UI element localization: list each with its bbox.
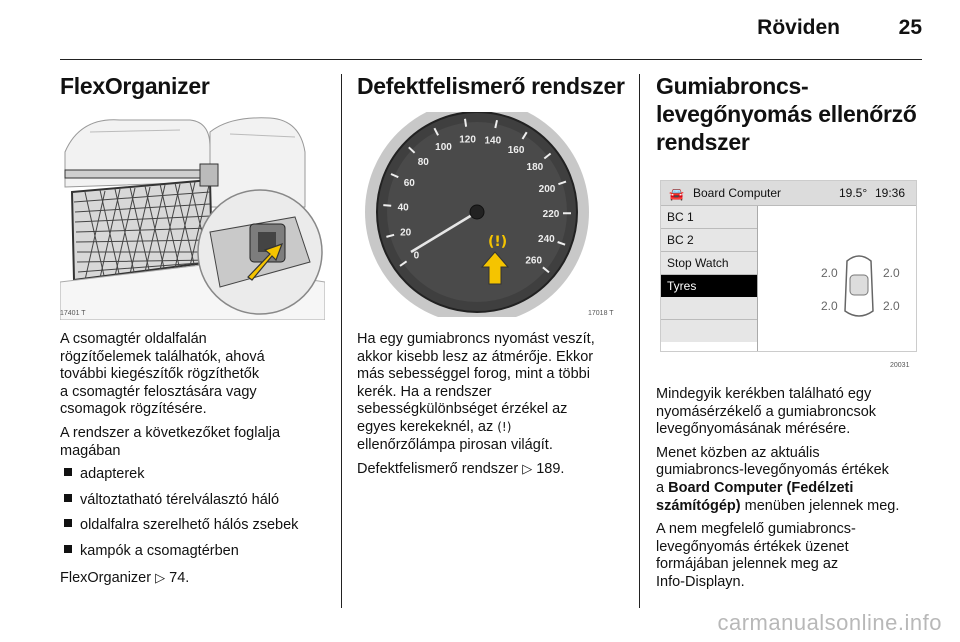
column-defect-detection [357, 72, 625, 100]
pressure-front-left: 2.0 [821, 266, 838, 280]
speedometer-tick-label: 0 [413, 250, 420, 262]
header-rule [60, 59, 922, 60]
speedometer-tick-label: 240 [538, 233, 555, 245]
defect-description: Ha egy gumiabroncs nyomást veszít, akkor kisebb lesz az átmérője. Ekkor más sebességgel forog, mint a többi kerék. Ha a rendszer sebességkülönbséget érzékel az egyes kerekeknél, az (!) ellenőrzőlámpa pirosan világít. [357, 331, 595, 453]
speedometer-tick-label: 260 [525, 255, 543, 267]
defect-body [357, 331, 632, 485]
bullet-icon [64, 494, 72, 502]
list-item: oldalfalra szerelhető hálós zsebek [64, 517, 335, 535]
speedometer-tick-label: 200 [538, 184, 556, 196]
car-icon: 🚘 [669, 187, 684, 201]
speedometer-tick-mark [465, 119, 466, 127]
defect-xref[interactable]: Defektfelismerő rendszer ▷ 189. [357, 461, 565, 478]
menu-empty-row [661, 320, 757, 342]
tyre-display-description: Menet közben az aktuális gumiabroncs-levegőnyomás értékek a Board Computer (Fedélzeti számítógép) menüben jelennek meg. [656, 444, 900, 514]
menu-item-bc1[interactable]: BC 1 [661, 206, 757, 229]
speedometer-tick-mark [383, 205, 391, 206]
heading-flexorganizer: FlexOrganizer [60, 73, 210, 99]
pressure-rear-right: 2.0 [883, 299, 900, 313]
screen-titlebar [661, 181, 916, 206]
speedometer-tick-label: 180 [526, 162, 544, 173]
bullet-icon [64, 545, 72, 553]
menu-empty-row [661, 297, 757, 320]
figure-code: 17018 T [588, 310, 614, 317]
car-top-view-icon [839, 251, 879, 321]
speedometer-illustration [357, 112, 623, 317]
heading-tyre-pressure: Gumiabroncs- levegőnyomás ellenőrző rendszer [656, 73, 917, 155]
list-item: változtatható térelválasztó háló [64, 492, 335, 510]
speedometer-tick-label: 160 [507, 145, 525, 157]
watermark: carmanualsonline.info [717, 610, 942, 635]
menu-item-stop-watch[interactable]: Stop Watch [661, 252, 757, 275]
flexorganizer-body [60, 331, 335, 593]
tyre-warning-description: A nem megfelelő gumiabroncs- levegőnyomás értékek üzenet formájában jelennek meg az Info-Displayn. [656, 521, 856, 590]
speedometer-tick-label: 220 [542, 209, 560, 220]
speedometer-tick-label: 20 [400, 227, 412, 239]
flexorganizer-includes: A rendszer a következőket foglalja magában [60, 424, 281, 459]
screen-temperature: 19.5° [839, 186, 868, 200]
screen-title: Board Computer [693, 186, 782, 200]
column-divider [341, 74, 342, 608]
flexorganizer-intro: A csomagtér oldalfalán rögzítőelemek találhatók, ahová további kiegészítők rögzíthetők a csomagtér felosztására vagy csomagok rögzítésére. [60, 331, 265, 418]
xref-triangle-icon: ▷ [522, 461, 533, 477]
page-number: 25 [898, 16, 922, 39]
speedometer-tick-label: 140 [484, 135, 502, 147]
pressure-rear-left: 2.0 [821, 299, 838, 313]
warning-lamp-icon: (!) [497, 419, 512, 434]
screen-menu [661, 206, 757, 342]
section-title: Röviden [757, 16, 840, 39]
speedometer-tick-label: 100 [435, 142, 452, 153]
page-header [0, 0, 960, 60]
figure-code: 20031 [890, 362, 910, 369]
board-computer-screen [656, 180, 918, 370]
tyre-pressure-body [656, 386, 926, 598]
list-item: adapterek [64, 466, 335, 484]
bullet-icon [64, 468, 72, 476]
list-item: kampók a csomagtérben [64, 543, 335, 561]
tyre-sensor-description: Mindegyik kerékben található egy nyomásérzékelő a gumiabroncsok levegőnyomásának mérésére. [656, 386, 877, 438]
pressure-front-right: 2.0 [883, 266, 900, 280]
column-flexorganizer [60, 72, 330, 100]
column-tyre-pressure [656, 72, 924, 156]
menu-item-bc2[interactable]: BC 2 [661, 229, 757, 252]
cargo-organizer-illustration [60, 112, 325, 320]
screen-divider [757, 206, 758, 351]
bullet-icon [64, 519, 72, 527]
speedometer-tick-label: 120 [459, 134, 476, 146]
tyre-warning-lamp-icon: (!) [488, 234, 508, 250]
speedometer-tick-label: 40 [397, 202, 409, 214]
figure-code: 17401 T [60, 310, 86, 317]
flexorganizer-xref[interactable]: FlexOrganizer ▷ 74. [60, 569, 190, 586]
screen-time: 19:36 [875, 186, 906, 200]
column-divider [639, 74, 640, 608]
speedometer-tick-label: 80 [417, 157, 429, 169]
heading-defect-detection: Defektfelismerő rendszer [357, 73, 625, 99]
xref-triangle-icon: ▷ [155, 569, 166, 585]
menu-item-tyres[interactable]: Tyres [661, 275, 757, 297]
speedometer-tick-label: 60 [403, 178, 415, 190]
